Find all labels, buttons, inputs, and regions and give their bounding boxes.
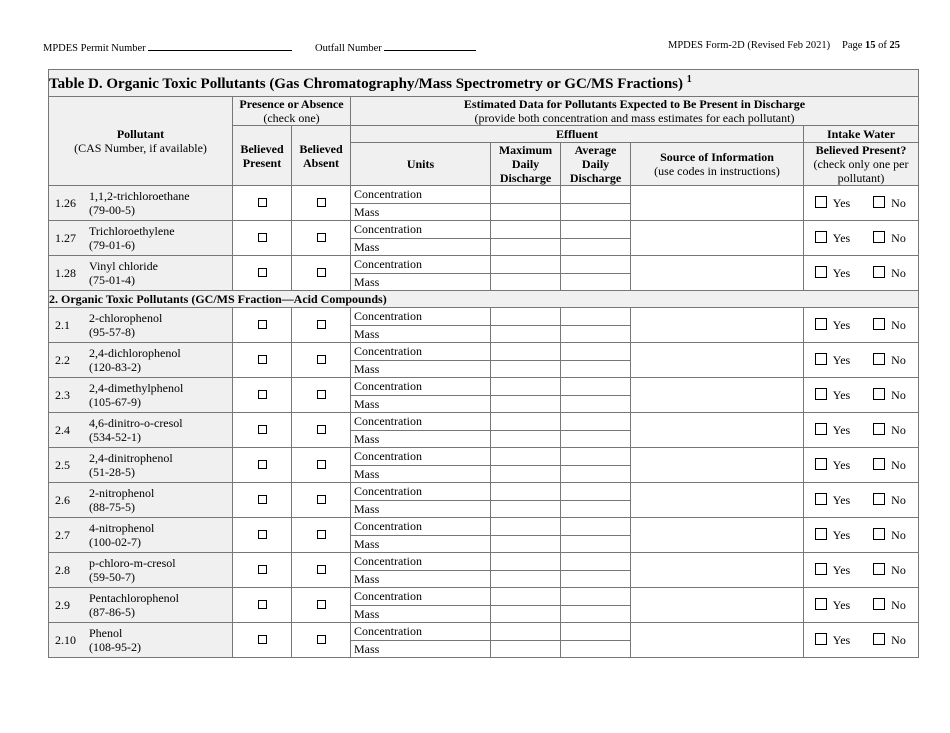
believed-present-checkbox[interactable]	[233, 623, 292, 658]
mass-label: Mass	[351, 535, 491, 553]
pollutant-number: 2.8	[55, 562, 70, 577]
avg-daily-mass-input[interactable]	[561, 465, 631, 483]
intake-no-option[interactable]: No	[861, 563, 918, 578]
avg-daily-concentration-input[interactable]	[561, 623, 631, 641]
concentration-label: Concentration	[351, 588, 491, 606]
pollutant-number: 2.1	[55, 317, 70, 332]
cas-number: (108-95-2)	[89, 640, 141, 654]
mass-label: Mass	[351, 395, 491, 413]
cas-number: (51-28-5)	[89, 465, 135, 479]
believed-absent-checkbox[interactable]	[292, 343, 351, 378]
intake-no-checkbox[interactable]	[873, 353, 885, 365]
intake-yes-checkbox[interactable]	[815, 318, 827, 330]
pollutant-row	[49, 623, 919, 641]
pollutant-name: Vinyl chloride	[89, 259, 158, 273]
avg-daily-mass-input[interactable]	[561, 360, 631, 378]
intake-no-option[interactable]: No	[861, 493, 918, 508]
intake-yes-checkbox[interactable]	[815, 388, 827, 400]
concentration-label: Concentration	[351, 623, 491, 641]
pollutant-cell	[49, 256, 233, 291]
concentration-label: Concentration	[351, 308, 491, 326]
pollutant-row	[49, 448, 919, 466]
intake-yes-option[interactable]: Yes	[804, 196, 861, 211]
intake-no-checkbox[interactable]	[873, 318, 885, 330]
intake-no-checkbox[interactable]	[873, 423, 885, 435]
cas-number: (59-50-7)	[89, 570, 135, 584]
pollutant-name: 1,1,2-trichloroethane	[89, 189, 190, 203]
intake-no-option[interactable]: No	[861, 231, 918, 246]
pollutant-name: 2,4-dichlorophenol	[89, 346, 181, 360]
intake-no-checkbox[interactable]	[873, 528, 885, 540]
pollutant-cell	[49, 623, 233, 658]
mass-label: Mass	[351, 325, 491, 343]
intake-no-checkbox[interactable]	[873, 633, 885, 645]
permit-number-field[interactable]	[43, 40, 292, 54]
pollutant-table	[48, 69, 919, 658]
pollutant-row	[49, 186, 919, 204]
table-title: Table D. Organic Toxic Pollutants (Gas Chromatography/Mass Spectrometry or GC/MS Fractions) $^1$	[49, 70, 919, 97]
concentration-label: Concentration	[351, 553, 491, 571]
max-daily-concentration-input[interactable]	[491, 623, 561, 641]
pollutant-name: Pentachlorophenol	[89, 591, 179, 605]
intake-believed-present	[804, 553, 919, 588]
concentration-label: Concentration	[351, 413, 491, 431]
avg-daily-concentration-input[interactable]	[561, 221, 631, 239]
pollutant-name: 2-chlorophenol	[89, 311, 163, 325]
concentration-label: Concentration	[351, 378, 491, 396]
intake-no-option[interactable]: No	[861, 598, 918, 613]
source-info-input[interactable]	[631, 518, 804, 553]
pollutant-row	[49, 378, 919, 396]
concentration-label: Concentration	[351, 343, 491, 361]
pollutant-cell	[49, 553, 233, 588]
estimated-header: Estimated Data for Pollutants Expected to Be Present in Discharge (provide both concentration and mass estimates for each pollutant)	[351, 97, 919, 126]
intake-yes-checkbox[interactable]	[815, 458, 827, 470]
believed-absent-checkbox[interactable]	[292, 553, 351, 588]
pollutant-name: Phenol	[89, 626, 123, 640]
pollutant-number: 1.28	[55, 265, 76, 280]
believed-present-checkbox[interactable]	[233, 378, 292, 413]
intake-no-option[interactable]: No	[861, 196, 918, 211]
concentration-label: Concentration	[351, 518, 491, 536]
pollutant-header: Pollutant (CAS Number, if available)	[49, 97, 233, 186]
max-daily-mass-input[interactable]	[491, 500, 561, 518]
intake-yes-option[interactable]: Yes	[804, 231, 861, 246]
intake-no-option[interactable]: No	[861, 458, 918, 473]
intake-believed-present	[804, 256, 919, 291]
units-header: Units	[351, 143, 491, 186]
mass-label: Mass	[351, 360, 491, 378]
max-daily-concentration-input[interactable]	[491, 413, 561, 431]
believed-present-checkbox[interactable]	[233, 308, 292, 343]
pollutant-number: 2.7	[55, 527, 70, 542]
concentration-label: Concentration	[351, 256, 491, 274]
intake-believed-header: Believed Present? (check only one per pollutant)	[804, 143, 919, 186]
pollutant-cell	[49, 518, 233, 553]
believed-absent-checkbox[interactable]	[292, 221, 351, 256]
max-daily-mass-input[interactable]	[491, 238, 561, 256]
mass-label: Mass	[351, 273, 491, 291]
intake-yes-option[interactable]: Yes	[804, 458, 861, 473]
intake-yes-checkbox[interactable]	[815, 598, 827, 610]
mass-label: Mass	[351, 203, 491, 221]
max-daily-concentration-input[interactable]	[491, 343, 561, 361]
pollutant-name: p-chloro-m-cresol	[89, 556, 176, 570]
avg-daily-concentration-input[interactable]	[561, 448, 631, 466]
max-daily-concentration-input[interactable]	[491, 483, 561, 501]
pollutant-cell	[49, 413, 233, 448]
intake-believed-present	[804, 186, 919, 221]
max-daily-mass-input[interactable]	[491, 535, 561, 553]
intake-no-option[interactable]: No	[861, 528, 918, 543]
pollutant-number: 1.27	[55, 230, 76, 245]
source-info-input[interactable]	[631, 256, 804, 291]
max-daily-mass-input[interactable]	[491, 605, 561, 623]
max-daily-mass-input[interactable]	[491, 273, 561, 291]
intake-yes-option[interactable]: Yes	[804, 318, 861, 333]
max-daily-concentration-input[interactable]	[491, 256, 561, 274]
avg-daily-mass-input[interactable]	[561, 325, 631, 343]
avg-daily-mass-input[interactable]	[561, 430, 631, 448]
avg-daily-mass-input[interactable]	[561, 640, 631, 658]
pollutant-row	[49, 588, 919, 606]
max-daily-header: Maximum Daily Discharge	[491, 143, 561, 186]
believed-present-header: Believed Present	[233, 126, 292, 186]
avg-daily-concentration-input[interactable]	[561, 483, 631, 501]
avg-daily-concentration-input[interactable]	[561, 518, 631, 536]
intake-yes-checkbox[interactable]	[815, 493, 827, 505]
intake-believed-present	[804, 448, 919, 483]
pollutant-cell	[49, 483, 233, 518]
mass-label: Mass	[351, 570, 491, 588]
max-daily-mass-input[interactable]	[491, 325, 561, 343]
page-total: 25	[889, 40, 901, 51]
avg-daily-concentration-input[interactable]	[561, 308, 631, 326]
avg-daily-concentration-input[interactable]	[561, 186, 631, 204]
avg-daily-header: Average Daily Discharge	[561, 143, 631, 186]
source-header: Source of Information (use codes in instructions)	[631, 143, 804, 186]
source-info-input[interactable]	[631, 378, 804, 413]
source-info-input[interactable]	[631, 413, 804, 448]
believed-absent-header: Believed Absent	[292, 126, 351, 186]
believed-present-checkbox[interactable]	[233, 221, 292, 256]
source-info-input[interactable]	[631, 553, 804, 588]
pollutant-row	[49, 413, 919, 431]
source-info-input[interactable]	[631, 483, 804, 518]
page-number: 15	[865, 40, 876, 51]
max-daily-concentration-input[interactable]	[491, 553, 561, 571]
intake-yes-checkbox[interactable]	[815, 266, 827, 278]
avg-daily-concentration-input[interactable]	[561, 553, 631, 571]
max-daily-mass-input[interactable]	[491, 360, 561, 378]
mass-label: Mass	[351, 500, 491, 518]
pollutant-number: 2.2	[55, 352, 70, 367]
pollutant-name: Trichloroethylene	[89, 224, 175, 238]
cas-number: (75-01-4)	[89, 273, 135, 287]
believed-absent-checkbox[interactable]	[292, 308, 351, 343]
avg-daily-mass-input[interactable]	[561, 395, 631, 413]
permit-number-label: MPDES Permit Number	[43, 43, 146, 54]
pollutant-cell	[49, 448, 233, 483]
intake-yes-option[interactable]: Yes	[804, 423, 861, 438]
intake-no-option[interactable]: No	[861, 633, 918, 648]
pollutant-number: 1.26	[55, 195, 76, 210]
pollutant-number: 2.3	[55, 387, 70, 402]
intake-no-option[interactable]: No	[861, 318, 918, 333]
intake-believed-present	[804, 413, 919, 448]
intake-yes-checkbox[interactable]	[815, 563, 827, 575]
pollutant-row	[49, 256, 919, 274]
intake-yes-option[interactable]: Yes	[804, 353, 861, 368]
pollutant-cell	[49, 378, 233, 413]
cas-number: (534-52-1)	[89, 430, 141, 444]
pollutant-cell	[49, 588, 233, 623]
avg-daily-mass-input[interactable]	[561, 273, 631, 291]
avg-daily-mass-input[interactable]	[561, 203, 631, 221]
max-daily-concentration-input[interactable]	[491, 186, 561, 204]
source-info-input[interactable]	[631, 448, 804, 483]
believed-present-checkbox[interactable]	[233, 343, 292, 378]
effluent-header: Effluent	[351, 126, 804, 143]
intake-believed-present	[804, 343, 919, 378]
cas-number: (120-83-2)	[89, 360, 141, 374]
believed-absent-checkbox[interactable]	[292, 256, 351, 291]
pollutant-number: 2.5	[55, 457, 70, 472]
believed-present-checkbox[interactable]	[233, 553, 292, 588]
intake-yes-option[interactable]: Yes	[804, 388, 861, 403]
intake-no-option[interactable]: No	[861, 266, 918, 281]
max-daily-mass-input[interactable]	[491, 430, 561, 448]
cas-number: (105-67-9)	[89, 395, 141, 409]
avg-daily-concentration-input[interactable]	[561, 413, 631, 431]
believed-present-checkbox[interactable]	[233, 448, 292, 483]
pollutant-number: 2.6	[55, 492, 70, 507]
pollutant-name: 4,6-dinitro-o-cresol	[89, 416, 183, 430]
intake-no-checkbox[interactable]	[873, 266, 885, 278]
pollutant-name: 2-nitrophenol	[89, 486, 155, 500]
outfall-number-field[interactable]	[315, 40, 476, 54]
intake-yes-option[interactable]: Yes	[804, 563, 861, 578]
mass-label: Mass	[351, 640, 491, 658]
intake-believed-present	[804, 483, 919, 518]
believed-present-checkbox[interactable]	[233, 186, 292, 221]
pollutant-row	[49, 221, 919, 239]
intake-no-option[interactable]: No	[861, 353, 918, 368]
cas-number: (79-00-5)	[89, 203, 135, 217]
max-daily-concentration-input[interactable]	[491, 221, 561, 239]
source-info-input[interactable]	[631, 186, 804, 221]
avg-daily-mass-input[interactable]	[561, 570, 631, 588]
intake-no-checkbox[interactable]	[873, 231, 885, 243]
concentration-label: Concentration	[351, 186, 491, 204]
cas-number: (87-86-5)	[89, 605, 135, 619]
intake-yes-checkbox[interactable]	[815, 423, 827, 435]
source-info-input[interactable]	[631, 221, 804, 256]
believed-absent-checkbox[interactable]	[292, 186, 351, 221]
pollutant-row	[49, 518, 919, 536]
believed-present-checkbox[interactable]	[233, 518, 292, 553]
mass-label: Mass	[351, 238, 491, 256]
believed-present-checkbox[interactable]	[233, 483, 292, 518]
avg-daily-concentration-input[interactable]	[561, 588, 631, 606]
max-daily-mass-input[interactable]	[491, 640, 561, 658]
intake-believed-present	[804, 308, 919, 343]
intake-yes-checkbox[interactable]	[815, 231, 827, 243]
cas-number: (95-57-8)	[89, 325, 135, 339]
intake-believed-present	[804, 518, 919, 553]
intake-yes-checkbox[interactable]	[815, 528, 827, 540]
cas-number: (79-01-6)	[89, 238, 135, 252]
concentration-label: Concentration	[351, 448, 491, 466]
source-info-input[interactable]	[631, 308, 804, 343]
concentration-label: Concentration	[351, 221, 491, 239]
pollutant-name: 2,4-dinitrophenol	[89, 451, 173, 465]
pollutant-number: 2.10	[55, 632, 76, 647]
intake-yes-option[interactable]: Yes	[804, 633, 861, 648]
intake-water-header: Intake Water	[804, 126, 919, 143]
believed-absent-checkbox[interactable]	[292, 518, 351, 553]
permit-number-line[interactable]	[148, 40, 292, 51]
form-label: MPDES Form-2D (Revised Feb 2021)	[668, 40, 831, 51]
mass-label: Mass	[351, 605, 491, 623]
believed-absent-checkbox[interactable]	[292, 413, 351, 448]
intake-no-checkbox[interactable]	[873, 563, 885, 575]
source-info-input[interactable]	[631, 343, 804, 378]
mass-label: Mass	[351, 465, 491, 483]
max-daily-concentration-input[interactable]	[491, 518, 561, 536]
avg-daily-mass-input[interactable]	[561, 500, 631, 518]
intake-yes-checkbox[interactable]	[815, 633, 827, 645]
max-daily-mass-input[interactable]	[491, 395, 561, 413]
intake-no-checkbox[interactable]	[873, 493, 885, 505]
avg-daily-concentration-input[interactable]	[561, 343, 631, 361]
intake-yes-checkbox[interactable]	[815, 353, 827, 365]
section-header-acid-compounds: 2. Organic Toxic Pollutants (GC/MS Fraction—Acid Compounds)	[49, 291, 919, 308]
believed-present-checkbox[interactable]	[233, 413, 292, 448]
intake-yes-option[interactable]: Yes	[804, 266, 861, 281]
intake-no-option[interactable]: No	[861, 388, 918, 403]
intake-yes-option[interactable]: Yes	[804, 528, 861, 543]
avg-daily-concentration-input[interactable]	[561, 256, 631, 274]
intake-no-checkbox[interactable]	[873, 598, 885, 610]
mass-label: Mass	[351, 430, 491, 448]
source-info-input[interactable]	[631, 623, 804, 658]
believed-present-checkbox[interactable]	[233, 256, 292, 291]
avg-daily-mass-input[interactable]	[561, 238, 631, 256]
pollutant-cell	[49, 308, 233, 343]
pollutant-number: 2.9	[55, 597, 70, 612]
pollutant-cell	[49, 186, 233, 221]
max-daily-mass-input[interactable]	[491, 570, 561, 588]
believed-absent-checkbox[interactable]	[292, 483, 351, 518]
intake-yes-option[interactable]: Yes	[804, 598, 861, 613]
intake-yes-option[interactable]: Yes	[804, 493, 861, 508]
max-daily-concentration-input[interactable]	[491, 308, 561, 326]
outfall-number-label: Outfall Number	[315, 43, 382, 54]
intake-believed-present	[804, 588, 919, 623]
pollutant-name: 2,4-dimethylphenol	[89, 381, 184, 395]
cas-number: (88-75-5)	[89, 500, 135, 514]
outfall-number-line[interactable]	[384, 40, 476, 51]
source-info-input[interactable]	[631, 588, 804, 623]
avg-daily-mass-input[interactable]	[561, 535, 631, 553]
pollutant-row	[49, 553, 919, 571]
intake-yes-checkbox[interactable]	[815, 196, 827, 208]
pollutant-number: 2.4	[55, 422, 70, 437]
avg-daily-mass-input[interactable]	[561, 605, 631, 623]
believed-absent-checkbox[interactable]	[292, 378, 351, 413]
intake-no-option[interactable]: No	[861, 423, 918, 438]
pollutant-row	[49, 308, 919, 326]
intake-believed-present	[804, 221, 919, 256]
cas-number: (100-02-7)	[89, 535, 141, 549]
believed-present-checkbox[interactable]	[233, 588, 292, 623]
max-daily-mass-input[interactable]	[491, 465, 561, 483]
presence-header: Presence or Absence (check one)	[233, 97, 351, 126]
max-daily-concentration-input[interactable]	[491, 378, 561, 396]
max-daily-concentration-input[interactable]	[491, 448, 561, 466]
intake-no-checkbox[interactable]	[873, 196, 885, 208]
believed-absent-checkbox[interactable]	[292, 448, 351, 483]
believed-absent-checkbox[interactable]	[292, 588, 351, 623]
avg-daily-concentration-input[interactable]	[561, 378, 631, 396]
pollutant-cell	[49, 343, 233, 378]
intake-no-checkbox[interactable]	[873, 458, 885, 470]
intake-no-checkbox[interactable]	[873, 388, 885, 400]
concentration-label: Concentration	[351, 483, 491, 501]
max-daily-mass-input[interactable]	[491, 203, 561, 221]
intake-believed-present	[804, 623, 919, 658]
believed-absent-checkbox[interactable]	[292, 623, 351, 658]
max-daily-concentration-input[interactable]	[491, 588, 561, 606]
pollutant-row	[49, 343, 919, 361]
intake-believed-present	[804, 378, 919, 413]
pollutant-name: 4-nitrophenol	[89, 521, 155, 535]
page-indicator: Page 15 of 25	[842, 40, 901, 51]
pollutant-row	[49, 483, 919, 501]
pollutant-cell	[49, 221, 233, 256]
